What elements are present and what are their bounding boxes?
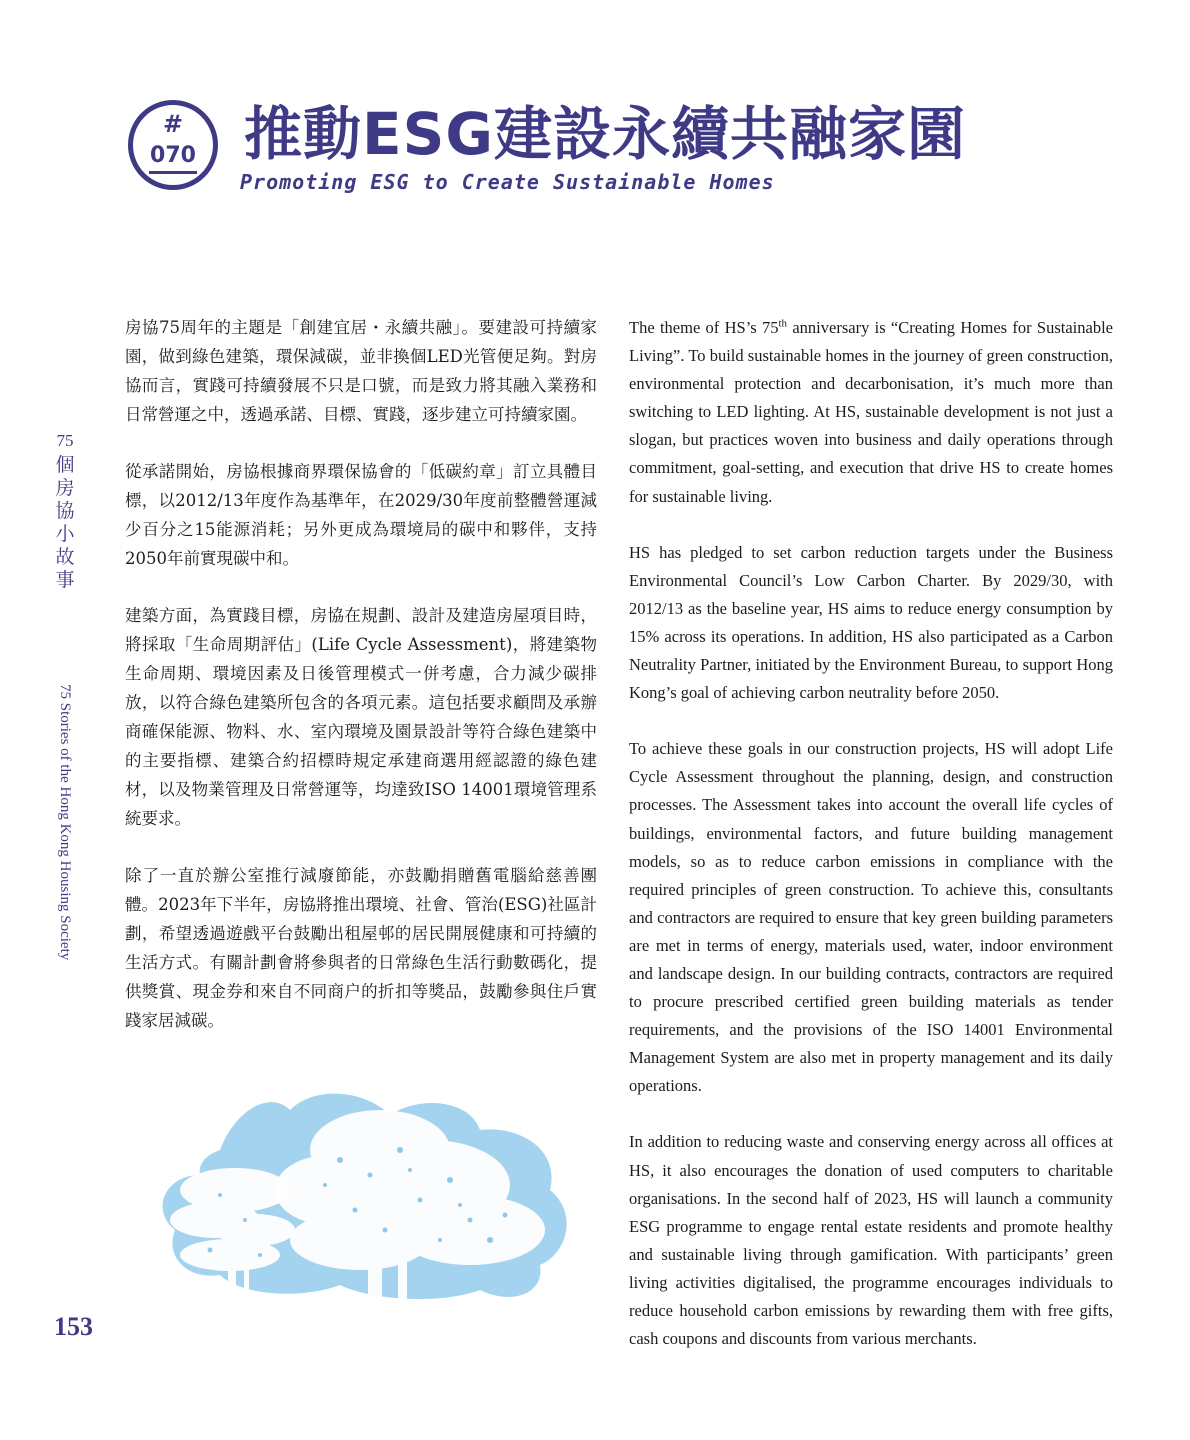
en-paragraph: HS has pledged to set carbon reduction targets under the Business Environmental Council’s Low Carbon Charter. By 2029/30, with 2012/13 as the baseline year, HS aims to reduce energy consumption by 15% across its operations. In addition, HS also participated as a Carbon Neutrality Partner, initiated by the Environment Bureau, to support Hong Kong’s goal of achieving carbon neutrality before 2050. xyxy=(629,542,1113,703)
en-p1-rest: anniversary is “Creating Homes for Sustainable Living”. To build sustainable homes in the journey of green construction, environmental protection and decarbonisation, it’s much more than switching to LED lighting. At HS, sustainable development is not just a slogan, but practices woven into business and daily operations through commitment, goal-setting, and execution that drive HS to create homes for sustainable living. xyxy=(629,318,1113,506)
side-running-header xyxy=(50,430,80,961)
english-text-column xyxy=(629,314,1113,1381)
zh-paragraph: 從承諾開始，房協根據商界環保協會的「低碳約章」訂立具體目標，以2012/13年度作為基準年，在2029/30年度前整體營運減少百分之15能源消耗；另外更成為環境局的碳中和夥伴，支持2050年前實現碳中和。 xyxy=(125,462,597,568)
badge-underline xyxy=(149,171,197,174)
zh-paragraph: 房協75周年的主題是「創建宜居・永續共融」。要建設可持續家園，做到綠色建築，環保減碳，並非換個LED光管便足夠。對房協而言，實踐可持續發展不只是口號，而是致力將其融入業務和日常營運之中，透過承諾、目標、實踐，逐步建立可持續家園。 xyxy=(125,318,597,424)
side-number: 75 xyxy=(56,431,74,450)
chinese-text-column xyxy=(125,313,597,1063)
en-p1-start: The theme of HS’s 75 xyxy=(629,318,779,337)
watercolor-trees-illustration xyxy=(140,1080,580,1350)
zh-paragraph: 除了一直於辦公室推行減廢節能，亦鼓勵捐贈舊電腦給慈善團體。2023年下半年，房協將推出環境、社會、管治(ESG)社區計劃，希望透過遊戲平台鼓勵出租屋邨的居民開展健康和可持續的生活方式。有關計劃會將參與者的日常綠色生活行動數碼化，提供獎賞、現金券和來自不同商户的折扣等獎品，鼓勵參與住戶實踐家居減碳。 xyxy=(125,866,597,1030)
en-paragraph xyxy=(629,314,1113,511)
en-paragraph: In addition to reducing waste and conserving energy across all offices at HS, it also encourages the donation of used computers to charitable organisations. In the second half of 2023, HS will launch a community ESG programme to engage rental estate residents and promote healthy and sustainable living through gamification. With participants’ green living activities digitalised, the programme encourages individuals to reduce household carbon emissions by rewarding them with free gifts, cash coupons and discounts from various merchants. xyxy=(629,1132,1113,1349)
badge-hash: # xyxy=(162,110,184,138)
page-title-english: Promoting ESG to Create Sustainable Homes xyxy=(240,170,775,194)
badge-number: 070 xyxy=(150,143,196,168)
page-number: 153 xyxy=(54,1312,93,1341)
ordinal-suffix: th xyxy=(778,317,788,330)
en-paragraph: To achieve these goals in our construction projects, HS will adopt Life Cycle Assessment throughout the planning, design, and construction processes. The Assessment takes into account the overall life cycles of buildings, environmental factors, and future building management models, so as to reduce carbon emissions in compliance with the required principles of green construction. To achieve this, consultants and contractors are required to ensure that key green building parameters are met in terms of energy, materials used, water, indoor environment and landscape design. In our building contracts, contractors are required to procure prescribed certified green building materials as tender requirements, and the provisions of the ISO 14001 Environmental Management System are also met in property management and its daily operations. xyxy=(629,739,1113,1096)
side-title-english: 75 Stories of the Hong Kong Housing Society xyxy=(57,683,73,961)
page-title-chinese: 推動ESG建設永續共融家園 xyxy=(244,100,966,168)
zh-paragraph: 建築方面，為實踐目標，房協在規劃、設計及建造房屋項目時，將採取「生命周期評估」(Life Cycle Assessment)，將建築物生命周期、環境因素及日後管理模式一併考慮，合力減少碳排放，以符合綠色建築所包含的各項元素。這包括要求顧問及承辦商確保能源、物料、水、室內環境及園景設計等符合綠色建築中的主要指標、建築合約招標時規定承建商選用經認證的綠色建材，以及物業管理及日常營運等，均達致ISO 14001環境管理系統要求。 xyxy=(125,606,597,828)
side-title-chinese: 個房協小故事 xyxy=(55,455,75,591)
story-number-badge xyxy=(128,100,218,190)
